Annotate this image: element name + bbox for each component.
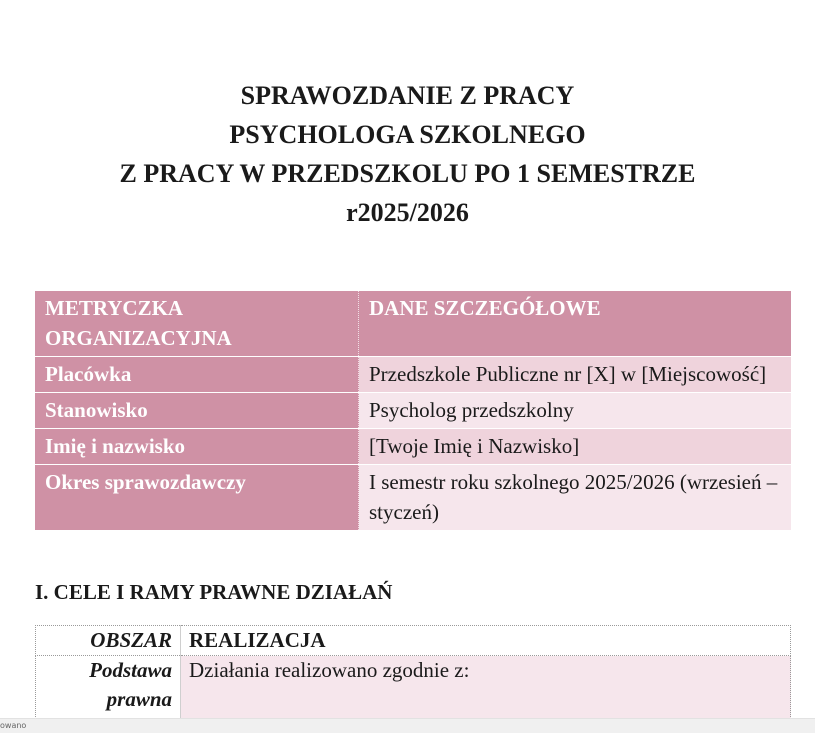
header-realizacja: REALIZACJA bbox=[181, 626, 791, 656]
table-header-row bbox=[36, 626, 791, 656]
header-dane: DANE SZCZEGÓŁOWE bbox=[359, 291, 792, 357]
table-row bbox=[36, 656, 791, 719]
row-label: Okres sprawozdawczy bbox=[35, 465, 359, 531]
table-row bbox=[35, 393, 791, 429]
title-line-3: Z PRACY W PRZEDSZKOLU PO 1 SEMESTRZE bbox=[119, 159, 696, 188]
row-value: [Twoje Imię i Nazwisko] bbox=[359, 429, 792, 465]
row-value: Psycholog przedszkolny bbox=[359, 393, 792, 429]
metryczka-table bbox=[35, 291, 791, 531]
row-label: Placówka bbox=[35, 357, 359, 393]
obszar-table bbox=[35, 625, 791, 718]
table-row bbox=[35, 429, 791, 465]
table-header-row bbox=[35, 291, 791, 357]
row-value: Przedszkole Publiczne nr [X] w [Miejscowość] bbox=[359, 357, 792, 393]
title-line-1: SPRAWOZDANIE Z PRACY bbox=[240, 81, 575, 110]
row-label: Stanowisko bbox=[35, 393, 359, 429]
table-row bbox=[35, 357, 791, 393]
status-text: owano bbox=[0, 721, 27, 730]
table-row bbox=[35, 465, 791, 531]
row-label: Podstawa prawna bbox=[36, 656, 181, 719]
row-value: Działania realizowano zgodnie z: bbox=[181, 656, 791, 719]
title-line-4: r2025/2026 bbox=[346, 198, 469, 227]
header-metryczka: METRYCZKA ORGANIZACYJNA bbox=[35, 291, 359, 357]
title-line-2: PSYCHOLOGA SZKOLNEGO bbox=[229, 120, 586, 149]
status-bar bbox=[0, 718, 815, 733]
document-title bbox=[0, 76, 815, 232]
section-heading: I. CELE I RAMY PRAWNE DZIAŁAŃ bbox=[35, 580, 393, 604]
row-label: Imię i nazwisko bbox=[35, 429, 359, 465]
header-obszar: OBSZAR bbox=[36, 626, 181, 656]
row-value: I semestr roku szkolnego 2025/2026 (wrzesień – styczeń) bbox=[359, 465, 792, 531]
